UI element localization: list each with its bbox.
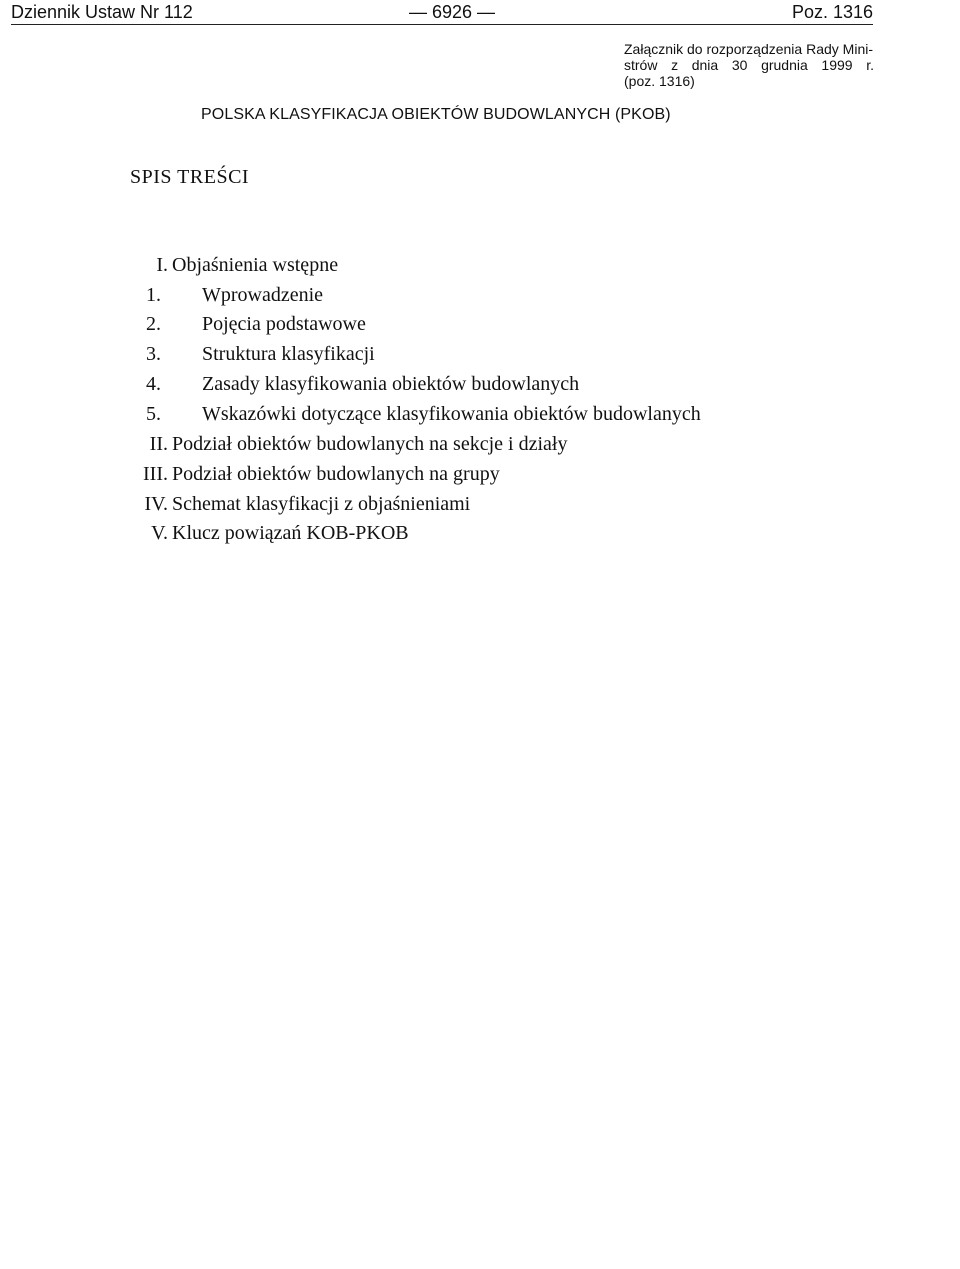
toc-item-number: 1. <box>146 284 161 306</box>
toc-item-label: Wprowadzenie <box>202 284 324 306</box>
toc-item-number: 4. <box>146 373 161 395</box>
journal-name: Dziennik Ustaw Nr 112 <box>11 2 193 22</box>
toc-item-number: I. <box>156 254 168 276</box>
toc-item-10 <box>151 522 409 545</box>
toc-item-1 <box>156 254 339 277</box>
toc-item-label: Klucz powiązań KOB-PKOB <box>172 522 409 544</box>
toc-item-label: Pojęcia podstawowe <box>202 313 366 335</box>
annex-note-line-3: (poz. 1316) <box>624 73 695 89</box>
toc-item-label: Objaśnienia wstępne <box>172 254 339 276</box>
toc-item-number: 5. <box>146 403 161 425</box>
toc-item-label: Zasady klasyfikowania obiektów budowlanych <box>202 373 580 395</box>
page-header <box>11 0 873 25</box>
toc-title: SPIS TREŚCI <box>130 166 250 188</box>
toc-item-number: II. <box>149 433 168 455</box>
toc-item-8 <box>143 463 500 486</box>
toc-item-number: III. <box>143 463 168 485</box>
toc-item-number: 3. <box>146 343 161 365</box>
page-number: — 6926 — <box>409 2 496 22</box>
toc-item-4 <box>146 343 375 366</box>
annex-note-line-1: Załącznik do rozporządzenia Rady Mini- <box>624 41 873 57</box>
toc-item-label: Struktura klasyfikacji <box>202 343 375 365</box>
toc-item-number: 2. <box>146 313 161 335</box>
toc-item-label: Schemat klasyfikacji z objaśnieniami <box>172 493 471 515</box>
toc-item-label: Wskazówki dotyczące klasyfikowania obiektów budowlanych <box>202 403 701 425</box>
toc-item-5 <box>146 373 580 396</box>
toc-item-label: Podział obiektów budowlanych na sekcje i działy <box>172 433 568 455</box>
annex-note-line-2: strów z dnia 30 grudnia 1999 r. <box>624 57 874 73</box>
toc-item-2 <box>146 284 324 307</box>
toc-item-label: Podział obiektów budowlanych na grupy <box>172 463 500 485</box>
toc-item-3 <box>146 313 366 336</box>
toc-item-7 <box>149 433 568 456</box>
annex-note <box>624 41 874 89</box>
position-number: Poz. 1316 <box>791 2 873 22</box>
toc-item-number: IV. <box>144 493 168 515</box>
toc-item-6 <box>146 403 701 426</box>
document-title: POLSKA KLASYFIKACJA OBIEKTÓW BUDOWLANYCH (PKOB) <box>201 106 671 123</box>
toc-item-9 <box>144 493 471 516</box>
toc-item-number: V. <box>151 522 168 544</box>
